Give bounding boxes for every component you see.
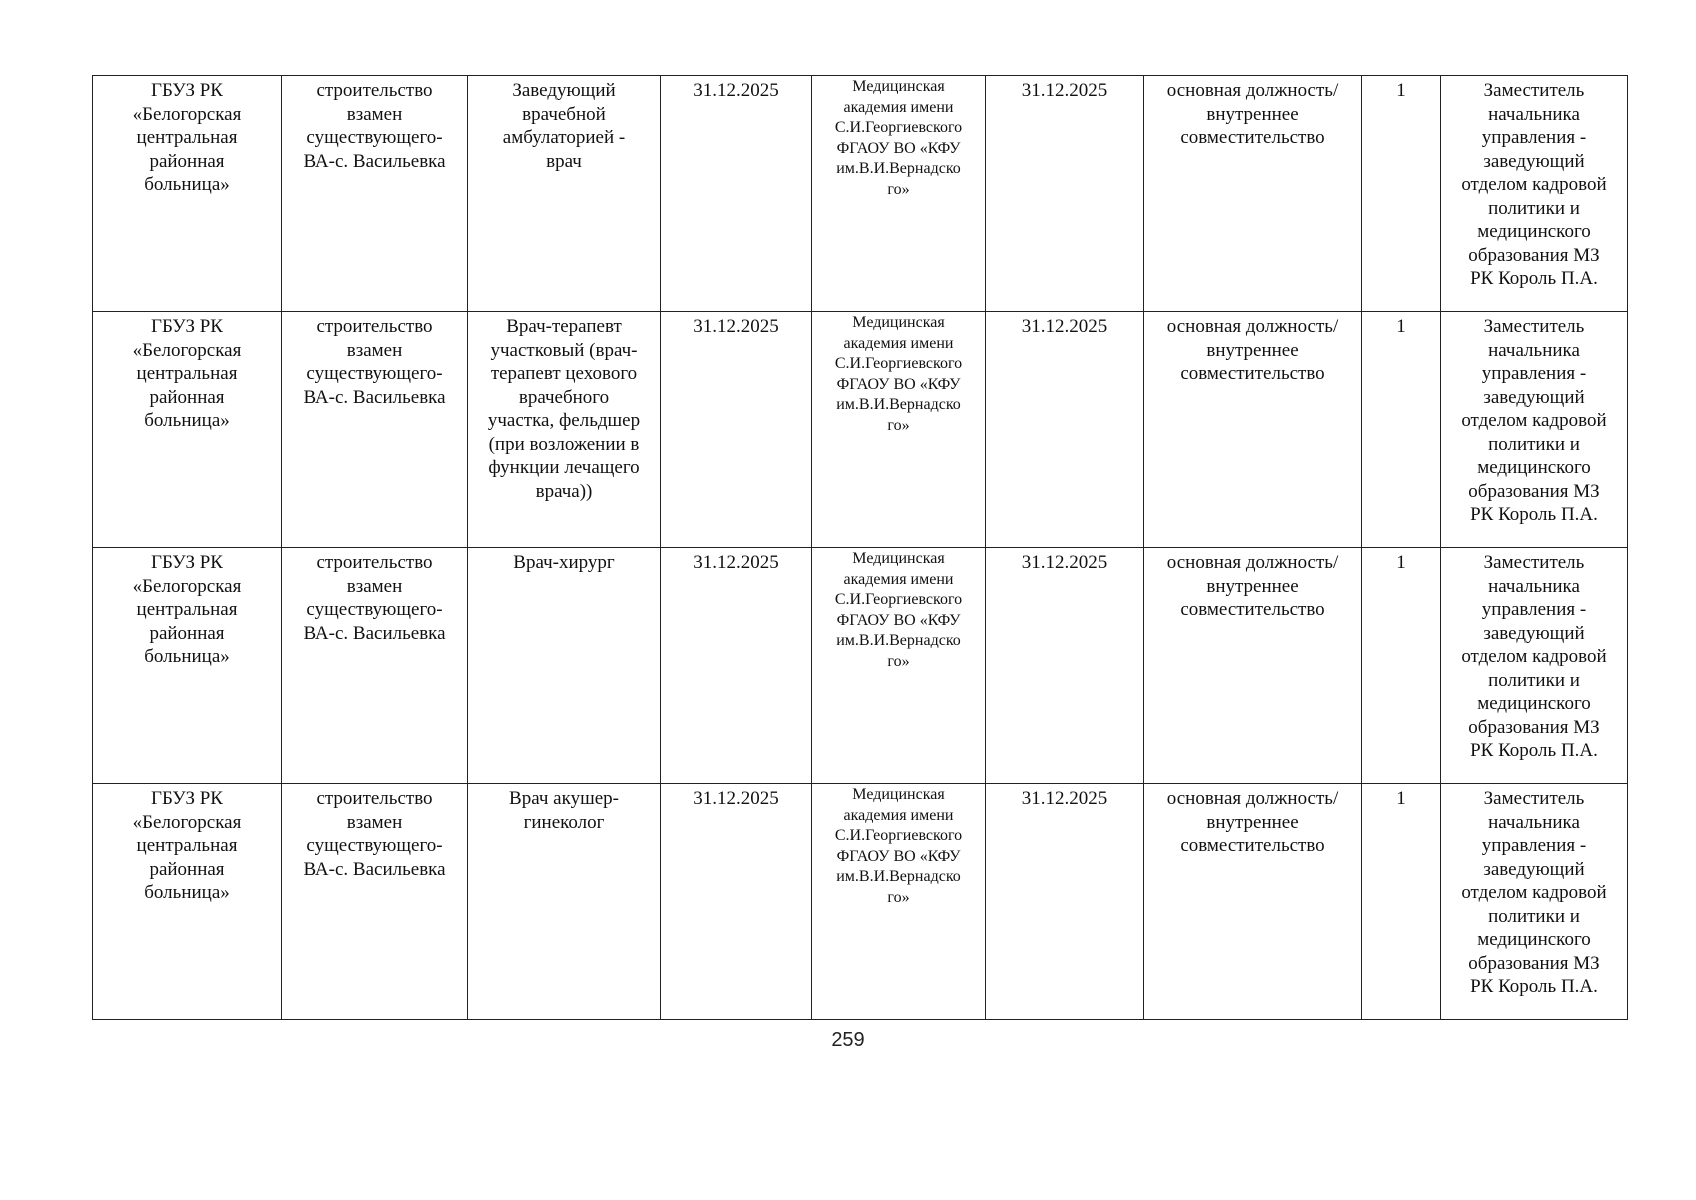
table-row bbox=[93, 76, 1628, 312]
table-row bbox=[93, 312, 1628, 548]
construction-cell: строительство взамен существующего- ВА-с. Васильевка bbox=[282, 548, 468, 784]
construction-cell: строительство взамен существующего- ВА-с. Васильевка bbox=[282, 312, 468, 548]
graduation-date-cell: 31.12.2025 bbox=[986, 548, 1144, 784]
position-cell: Врач-хирург bbox=[468, 548, 661, 784]
deadline-date-cell: 31.12.2025 bbox=[661, 76, 812, 312]
job-type-cell: основная должность/ внутреннее совместительство bbox=[1144, 76, 1362, 312]
responsible-cell: Заместитель начальника управления - заведующий отделом кадровой политики и медицинского образования МЗ РК Король П.А. bbox=[1441, 312, 1628, 548]
deadline-date-cell: 31.12.2025 bbox=[661, 784, 812, 1020]
academy-cell: Медицинская академия имени С.И.Георгиевского ФГАОУ ВО «КФУ им.В.И.Вернадско го» bbox=[812, 312, 986, 548]
organization-cell: ГБУЗ РК «Белогорская центральная районная больница» bbox=[93, 784, 282, 1020]
deadline-date-cell: 31.12.2025 bbox=[661, 548, 812, 784]
count-cell: 1 bbox=[1362, 312, 1441, 548]
position-cell: Врач-терапевт участковый (врач- терапевт цехового врачебного участка, фельдшер (при возложении в функции лечащего врача)) bbox=[468, 312, 661, 548]
responsible-cell: Заместитель начальника управления - заведующий отделом кадровой политики и медицинского образования МЗ РК Король П.А. bbox=[1441, 76, 1628, 312]
job-type-cell: основная должность/ внутреннее совместительство bbox=[1144, 548, 1362, 784]
table-row bbox=[93, 784, 1628, 1020]
job-type-cell: основная должность/ внутреннее совместительство bbox=[1144, 784, 1362, 1020]
academy-cell: Медицинская академия имени С.И.Георгиевского ФГАОУ ВО «КФУ им.В.И.Вернадско го» bbox=[812, 784, 986, 1020]
position-cell: Заведующий врачебной амбулаторией - врач bbox=[468, 76, 661, 312]
table-row bbox=[93, 548, 1628, 784]
graduation-date-cell: 31.12.2025 bbox=[986, 312, 1144, 548]
responsible-cell: Заместитель начальника управления - заведующий отделом кадровой политики и медицинского образования МЗ РК Король П.А. bbox=[1441, 548, 1628, 784]
academy-cell: Медицинская академия имени С.И.Георгиевского ФГАОУ ВО «КФУ им.В.И.Вернадско го» bbox=[812, 548, 986, 784]
academy-cell: Медицинская академия имени С.И.Георгиевского ФГАОУ ВО «КФУ им.В.И.Вернадско го» bbox=[812, 76, 986, 312]
graduation-date-cell: 31.12.2025 bbox=[986, 76, 1144, 312]
count-cell: 1 bbox=[1362, 76, 1441, 312]
graduation-date-cell: 31.12.2025 bbox=[986, 784, 1144, 1020]
deadline-date-cell: 31.12.2025 bbox=[661, 312, 812, 548]
page-number: 259 bbox=[831, 1029, 865, 1051]
construction-cell: строительство взамен существующего- ВА-с. Васильевка bbox=[282, 784, 468, 1020]
organization-cell: ГБУЗ РК «Белогорская центральная районная больница» bbox=[93, 312, 282, 548]
construction-cell: строительство взамен существующего- ВА-с. Васильевка bbox=[282, 76, 468, 312]
staffing-table bbox=[92, 75, 1628, 1020]
job-type-cell: основная должность/ внутреннее совместительство bbox=[1144, 312, 1362, 548]
position-cell: Врач акушер- гинеколог bbox=[468, 784, 661, 1020]
organization-cell: ГБУЗ РК «Белогорская центральная районная больница» bbox=[93, 76, 282, 312]
count-cell: 1 bbox=[1362, 784, 1441, 1020]
organization-cell: ГБУЗ РК «Белогорская центральная районная больница» bbox=[93, 548, 282, 784]
count-cell: 1 bbox=[1362, 548, 1441, 784]
responsible-cell: Заместитель начальника управления - заведующий отделом кадровой политики и медицинского образования МЗ РК Король П.А. bbox=[1441, 784, 1628, 1020]
